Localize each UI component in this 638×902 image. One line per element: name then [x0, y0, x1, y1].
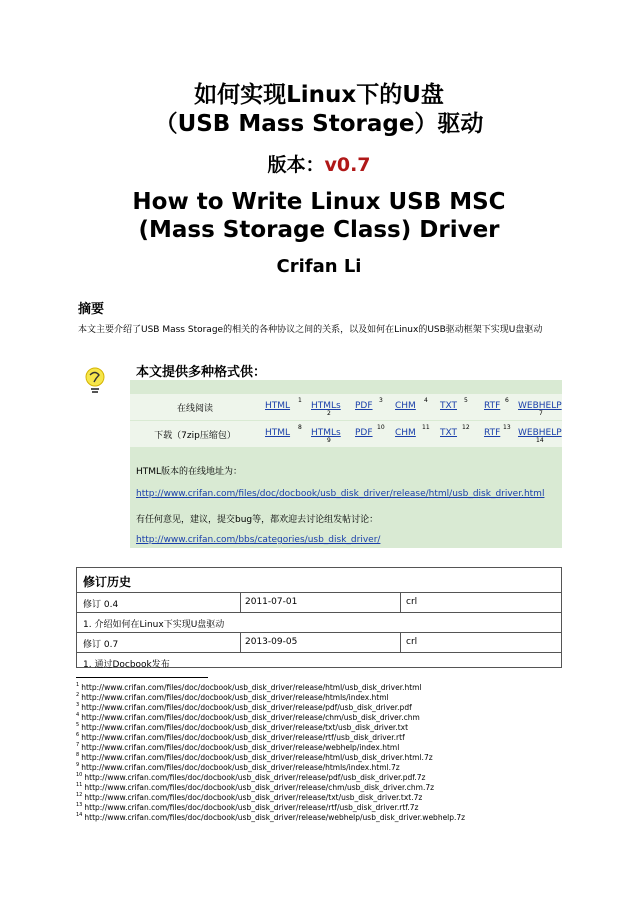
download-webhelp-link[interactable]: WEBHELP [518, 428, 562, 438]
table-row [77, 632, 561, 653]
revision-author: crl [406, 637, 418, 647]
footnote-ref: 7 [539, 410, 543, 417]
online-html-link[interactable]: HTML [265, 401, 291, 411]
footnote-url: http://www.crifan.com/files/doc/docbook/usb_disk_driver/release/rtf/usb_disk_driver.rtf [81, 733, 405, 742]
footnote-ref: 3 [379, 397, 383, 404]
revision-history-heading: 修订历史 [83, 575, 132, 589]
revision-date: 2011-07-01 [245, 597, 298, 607]
revision-history-header [77, 568, 561, 593]
footnote-url: http://www.crifan.com/files/doc/docbook/usb_disk_driver/release/htmls/index.html.7z [81, 763, 400, 772]
title-en-line2: (Mass Storage Class) Driver [138, 217, 500, 243]
footnote-ref: 2 [327, 410, 331, 417]
online-read-label: 在线阅读 [176, 404, 213, 414]
footnote-url: http://www.crifan.com/files/doc/docbook/usb_disk_driver/release/pdf/usb_disk_driver.pdf.7z [84, 773, 426, 782]
footnote-ref: 12 [462, 424, 470, 431]
html-online-url[interactable]: http://www.crifan.com/files/doc/docbook/usb_disk_driver/release/html/usb_disk_driver.html [136, 489, 545, 499]
footnote-url: http://www.crifan.com/files/doc/docbook/usb_disk_driver/release/chm/usb_disk_driver.chm [81, 713, 420, 722]
online-read-row [130, 394, 562, 420]
footnote-ref: 1 [298, 397, 302, 404]
footnote-number: 14 [76, 812, 83, 818]
revision-number: 修订 0.4 [83, 600, 119, 610]
online-htmls-link[interactable]: HTMLs [311, 401, 341, 411]
html-online-label: HTML版本的在线地址为： [136, 467, 243, 477]
online-pdf-link[interactable]: PDF [355, 401, 373, 411]
download-chm-link[interactable]: CHM [395, 428, 416, 438]
footnote-number: 12 [76, 792, 83, 798]
version-number: v0.7 [324, 154, 371, 176]
footnote-number: 2 [76, 692, 80, 698]
footnote-ref: 6 [505, 397, 509, 404]
footnote-ref: 10 [377, 424, 385, 431]
table-row [77, 592, 561, 613]
title-en-line1: How to Write Linux USB MSC [132, 189, 506, 215]
online-webhelp-link[interactable]: WEBHELP [518, 401, 562, 411]
revision-history-table [76, 567, 562, 668]
table-row [77, 612, 561, 633]
footnote [76, 810, 465, 823]
footnote-ref: 4 [424, 397, 428, 404]
footnote-number: 4 [76, 712, 80, 718]
footnote-number: 10 [76, 772, 83, 778]
revision-note: 1. 介绍如何在Linux下实现U盘驱动 [83, 620, 225, 630]
online-chm-link[interactable]: CHM [395, 401, 416, 411]
online-txt-link[interactable]: TXT [440, 401, 458, 411]
download-pdf-link[interactable]: PDF [355, 428, 373, 438]
footnote-number: 13 [76, 802, 83, 808]
footnote-number: 7 [76, 742, 80, 748]
abstract-text: 本文主要介绍了USB Mass Storage的相关的各种协议之间的关系，以及如何在Linux的USB驱动框架下实现U盘驱动 [78, 325, 543, 335]
footnote-ref: 5 [464, 397, 468, 404]
revision-note: 1. 通过Docbook发布 [83, 660, 170, 670]
online-rtf-link[interactable]: RTF [484, 401, 501, 411]
footnote-number: 9 [76, 762, 80, 768]
note-icon [82, 366, 108, 396]
footnote-url: http://www.crifan.com/files/doc/docbook/usb_disk_driver/release/txt/usb_disk_driver.txt [81, 723, 409, 732]
footnote-url: http://www.crifan.com/files/doc/docbook/usb_disk_driver/release/webhelp/usb_disk_driver.webhelp.7z [84, 813, 466, 822]
footnote-number: 8 [76, 752, 80, 758]
version [0, 150, 638, 177]
download-rtf-link[interactable]: RTF [484, 428, 501, 438]
footnote-url: http://www.crifan.com/files/doc/docbook/usb_disk_driver/release/txt/usb_disk_driver.txt.7z [84, 793, 423, 802]
download-row [130, 421, 562, 447]
revision-number: 修订 0.7 [83, 640, 119, 650]
abstract-heading: 摘要 [78, 302, 105, 317]
footnote-url: http://www.crifan.com/files/doc/docbook/usb_disk_driver/release/html/usb_disk_driver.html.7z [81, 753, 433, 762]
version-label: 版本： [267, 154, 325, 176]
download-txt-link[interactable]: TXT [440, 428, 458, 438]
footnote-ref: 14 [536, 437, 544, 444]
footnote-url: http://www.crifan.com/files/doc/docbook/usb_disk_driver/release/webhelp/index.html [81, 743, 400, 752]
footnote-number: 5 [76, 722, 80, 728]
footnote-url: http://www.crifan.com/files/doc/docbook/usb_disk_driver/release/html/usb_disk_driver.html [81, 683, 422, 692]
author: Crifan Li [276, 256, 362, 277]
footnote-url: http://www.crifan.com/files/doc/docbook/usb_disk_driver/release/htmls/index.html [81, 693, 389, 702]
feedback-label: 有任何意见，建议，提交bug等，都欢迎去讨论组发帖讨论： [136, 515, 379, 525]
footnote-number: 6 [76, 732, 80, 738]
footnote-ref: 11 [422, 424, 430, 431]
footnote-url: http://www.crifan.com/files/doc/docbook/usb_disk_driver/release/chm/usb_disk_driver.chm.7z [84, 783, 435, 792]
revision-author: crl [406, 597, 418, 607]
revision-date: 2013-09-05 [245, 637, 298, 647]
feedback-url[interactable]: http://www.crifan.com/bbs/categories/usb_disk_driver/ [136, 535, 381, 545]
download-html-link[interactable]: HTML [265, 428, 291, 438]
footnote-ref: 8 [298, 424, 302, 431]
title-zh-line2: （USB Mass Storage）驱动 [154, 111, 484, 137]
footnote-ref: 13 [503, 424, 511, 431]
footnote-number: 1 [76, 682, 80, 688]
formats-box-title: 本文提供多种格式供： [136, 365, 267, 380]
footnote-url: http://www.crifan.com/files/doc/docbook/usb_disk_driver/release/pdf/usb_disk_driver.pdf [81, 703, 412, 712]
download-label: 下载（7zip压缩包） [154, 431, 236, 441]
footnote-number: 11 [76, 782, 83, 788]
table-row [77, 652, 561, 672]
footnote-number: 3 [76, 702, 80, 708]
footnote-url: http://www.crifan.com/files/doc/docbook/usb_disk_driver/release/rtf/usb_disk_driver.rtf.7z [84, 803, 419, 812]
footnote-ref: 9 [327, 437, 331, 444]
download-htmls-link[interactable]: HTMLs [311, 428, 341, 438]
title-zh-line1: 如何实现Linux下的U盘 [194, 82, 444, 108]
footnote-divider [76, 677, 208, 678]
